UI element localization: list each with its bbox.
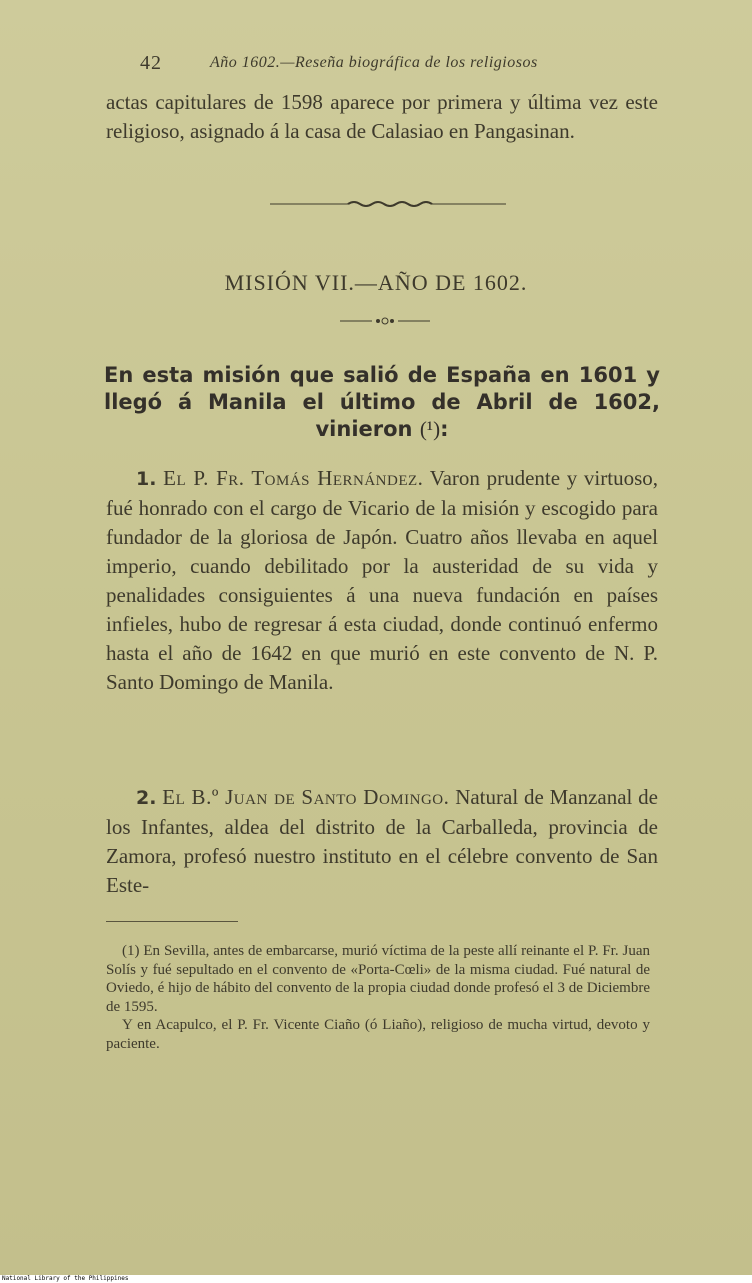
page-header	[0, 52, 752, 76]
footnotes	[106, 942, 650, 1053]
library-label: National Library of the Philippines	[2, 1275, 129, 1282]
entry-number: 2.	[136, 787, 157, 809]
footnote-1: (1) En Sevilla, antes de embarcarse, murió víctima de la peste allí reinante el P. Fr. Juan Solís y fué sepultado en el convento de «Porta-Cœli» de la misma ciudad. Fué natural de Oviedo, é hijo de hábito del convento de la propia ciudad donde profesó el 3 de Diciembre de 1595.	[106, 943, 650, 1015]
intro-trail: :	[440, 417, 449, 441]
entry-name: El B.º Juan de Santo Domingo.	[162, 785, 450, 809]
entry-2	[106, 783, 658, 900]
footnote-divider	[106, 921, 238, 922]
mission-heading: MISIÓN VII.—AÑO DE 1602.	[224, 270, 528, 295]
entry-1	[106, 464, 658, 697]
entry-text: Varon prudente y virtuoso, fué honrado con el cargo de Vicario de la misión y escogido para fundador de la gloriosa de Japón. Cuatro años llevaba en aquel imperio, cuando debilitado por la austeridad de su vida y penalidades consiguientes á una nueva fundación en países infieles, hubo de regresar á esta ciudad, donde continuó enfermo hasta el año de 1642 en que murió en este convento de N. P. Santo Domingo de Manila.	[106, 466, 659, 694]
mission-intro	[104, 362, 660, 443]
intro-text: En esta misión que salió de España en 1601 y llegó á Manila el último de Abril de 1602, vinieron	[104, 363, 660, 441]
wave-ornament-icon	[270, 194, 506, 214]
entry-name: El P. Fr. Tomás Hernández.	[163, 466, 424, 490]
running-title: Año 1602.—Reseña biográfica de los religiosos	[210, 54, 538, 71]
entry-number: 1.	[136, 468, 157, 490]
intro-note-ref: (¹)	[419, 417, 441, 441]
continuation-text: actas capitulares de 1598 aparece por primera y última vez este religioso, asignado á la casa de Calasiao en Pangasinan.	[106, 90, 658, 143]
entry-text: Natural de Manzanal de los Infantes, aldea del distrito de la Carballeda, provincia de Zamora, profesó nuestro instituto en el célebre convento de San Este-	[106, 785, 659, 897]
continuation-paragraph	[106, 88, 658, 146]
small-ornament-icon	[340, 314, 430, 328]
footnote-continuation: Y en Acapulco, el P. Fr. Vicente Ciaño (ó Liaño), religioso de mucha virtud, devoto y paciente.	[106, 1017, 650, 1052]
page-number: 42	[140, 52, 162, 74]
